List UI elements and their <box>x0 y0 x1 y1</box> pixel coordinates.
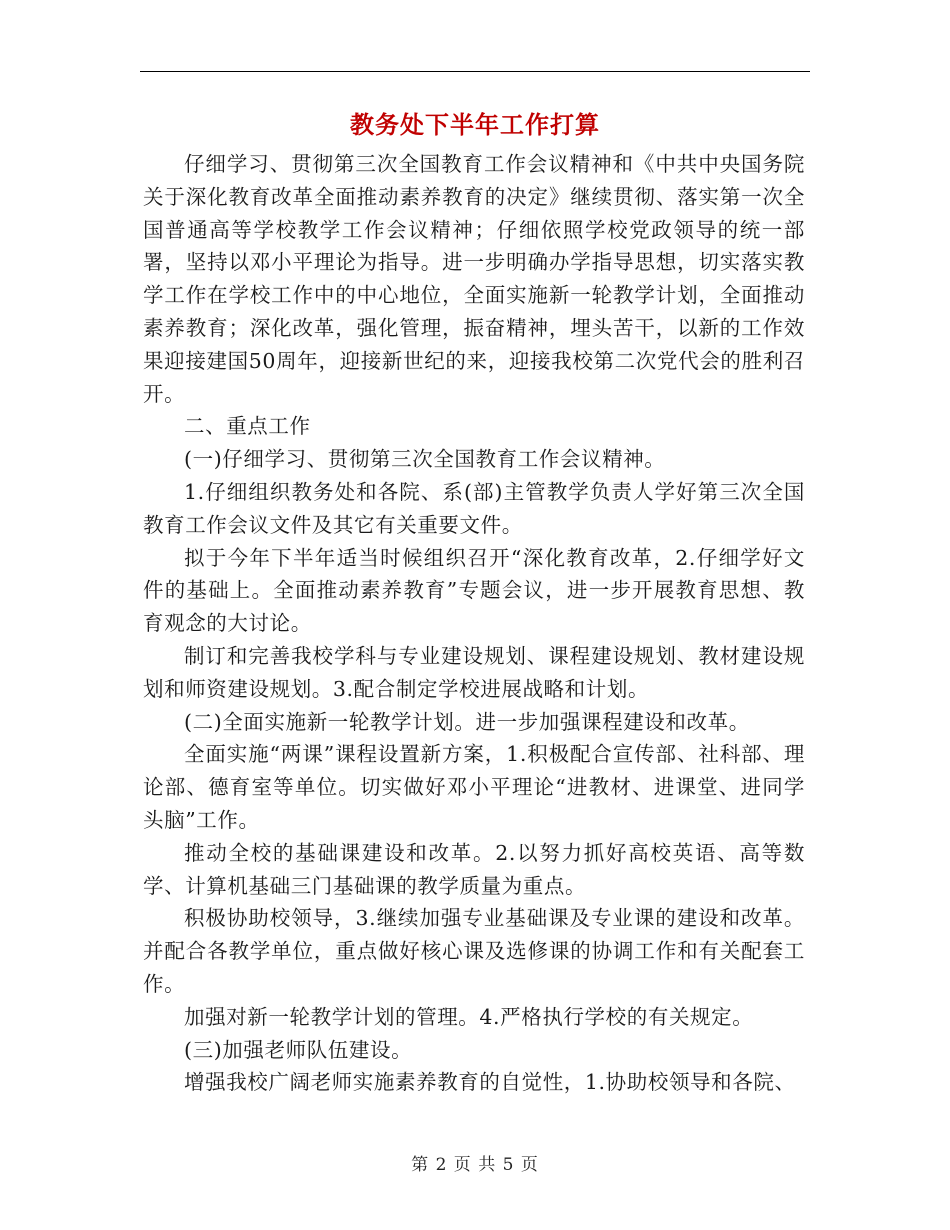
paragraph: 制订和完善我校学科与专业建设规划、课程建设规划、教材建设规划和师资建设规划。3.配合制定学校进展战略和计划。 <box>143 643 805 701</box>
paragraph: 拟于今年下半年适当时候组织召开“深化教育改革，2.仔细学好文件的基础上。全面推动素养教育”专题会议，进一步开展教育思想、教育观念的大讨论。 <box>143 545 805 636</box>
page-number-footer: 第 2 页 共 5 页 <box>411 1155 539 1175</box>
paragraph: 仔细学习、贯彻第三次全国教育工作会议精神和《中共中央国务院关于深化教育改革全面推动素养教育的决定》继续贯彻、落实第一次全国普通高等学校教学工作会议精神；仔细依照学校党政领导的统一部署，坚持以邓小平理论为指导。进一步明确办学指导思想，切实落实教学工作在学校工作中的中心地位，全面实施新一轮教学计划，全面推动素养教育；深化改革，强化管理，振奋精神，埋头苦干，以新的工作效果迎接建国50周年，迎接新世纪的来，迎接我校第二次党代会的胜利召开。 <box>143 152 805 406</box>
document-body <box>143 148 805 1099</box>
paragraph: 积极协助校领导，3.继续加强专业基础课及专业课的建设和改革。并配合各教学单位，重点做好核心课及选修课的协调工作和有关配套工作。 <box>143 906 805 996</box>
subsection-heading: (三)加强老师队伍建设。 <box>184 1037 413 1062</box>
paragraph: 增强我校广阔老师实施素养教育的自觉性，1.协助校领导和各院、 <box>184 1070 796 1095</box>
paragraph: 加强对新一轮教学计划的管理。4.严格执行学校的有关规定。 <box>184 1004 754 1029</box>
paragraph: 1.仔细组织教务处和各院、系(部)主管教学负责人学好第三次全国教育工作会议文件及其它有关重要文件。 <box>143 479 805 537</box>
paragraph: 全面实施“两课”课程设置新方案，1.积极配合宣传部、社科部、理论部、德育室等单位。切实做好邓小平理论“进教材、进课堂、进同学头脑”工作。 <box>143 742 805 832</box>
paragraph: 推动全校的基础课建设和改革。2.以努力抓好高校英语、高等数学、计算机基础三门基础课的教学质量为重点。 <box>143 840 805 898</box>
subsection-heading: (一)仔细学习、贯彻第三次全国教育工作会议精神。 <box>184 447 666 472</box>
header-rule <box>140 71 810 72</box>
page-title: 教务处下半年工作打算 <box>350 110 600 139</box>
subsection-heading: (二)全面实施新一轮教学计划。进一步加强课程建设和改革。 <box>184 709 750 734</box>
section-heading: 二、重点工作 <box>184 414 311 439</box>
